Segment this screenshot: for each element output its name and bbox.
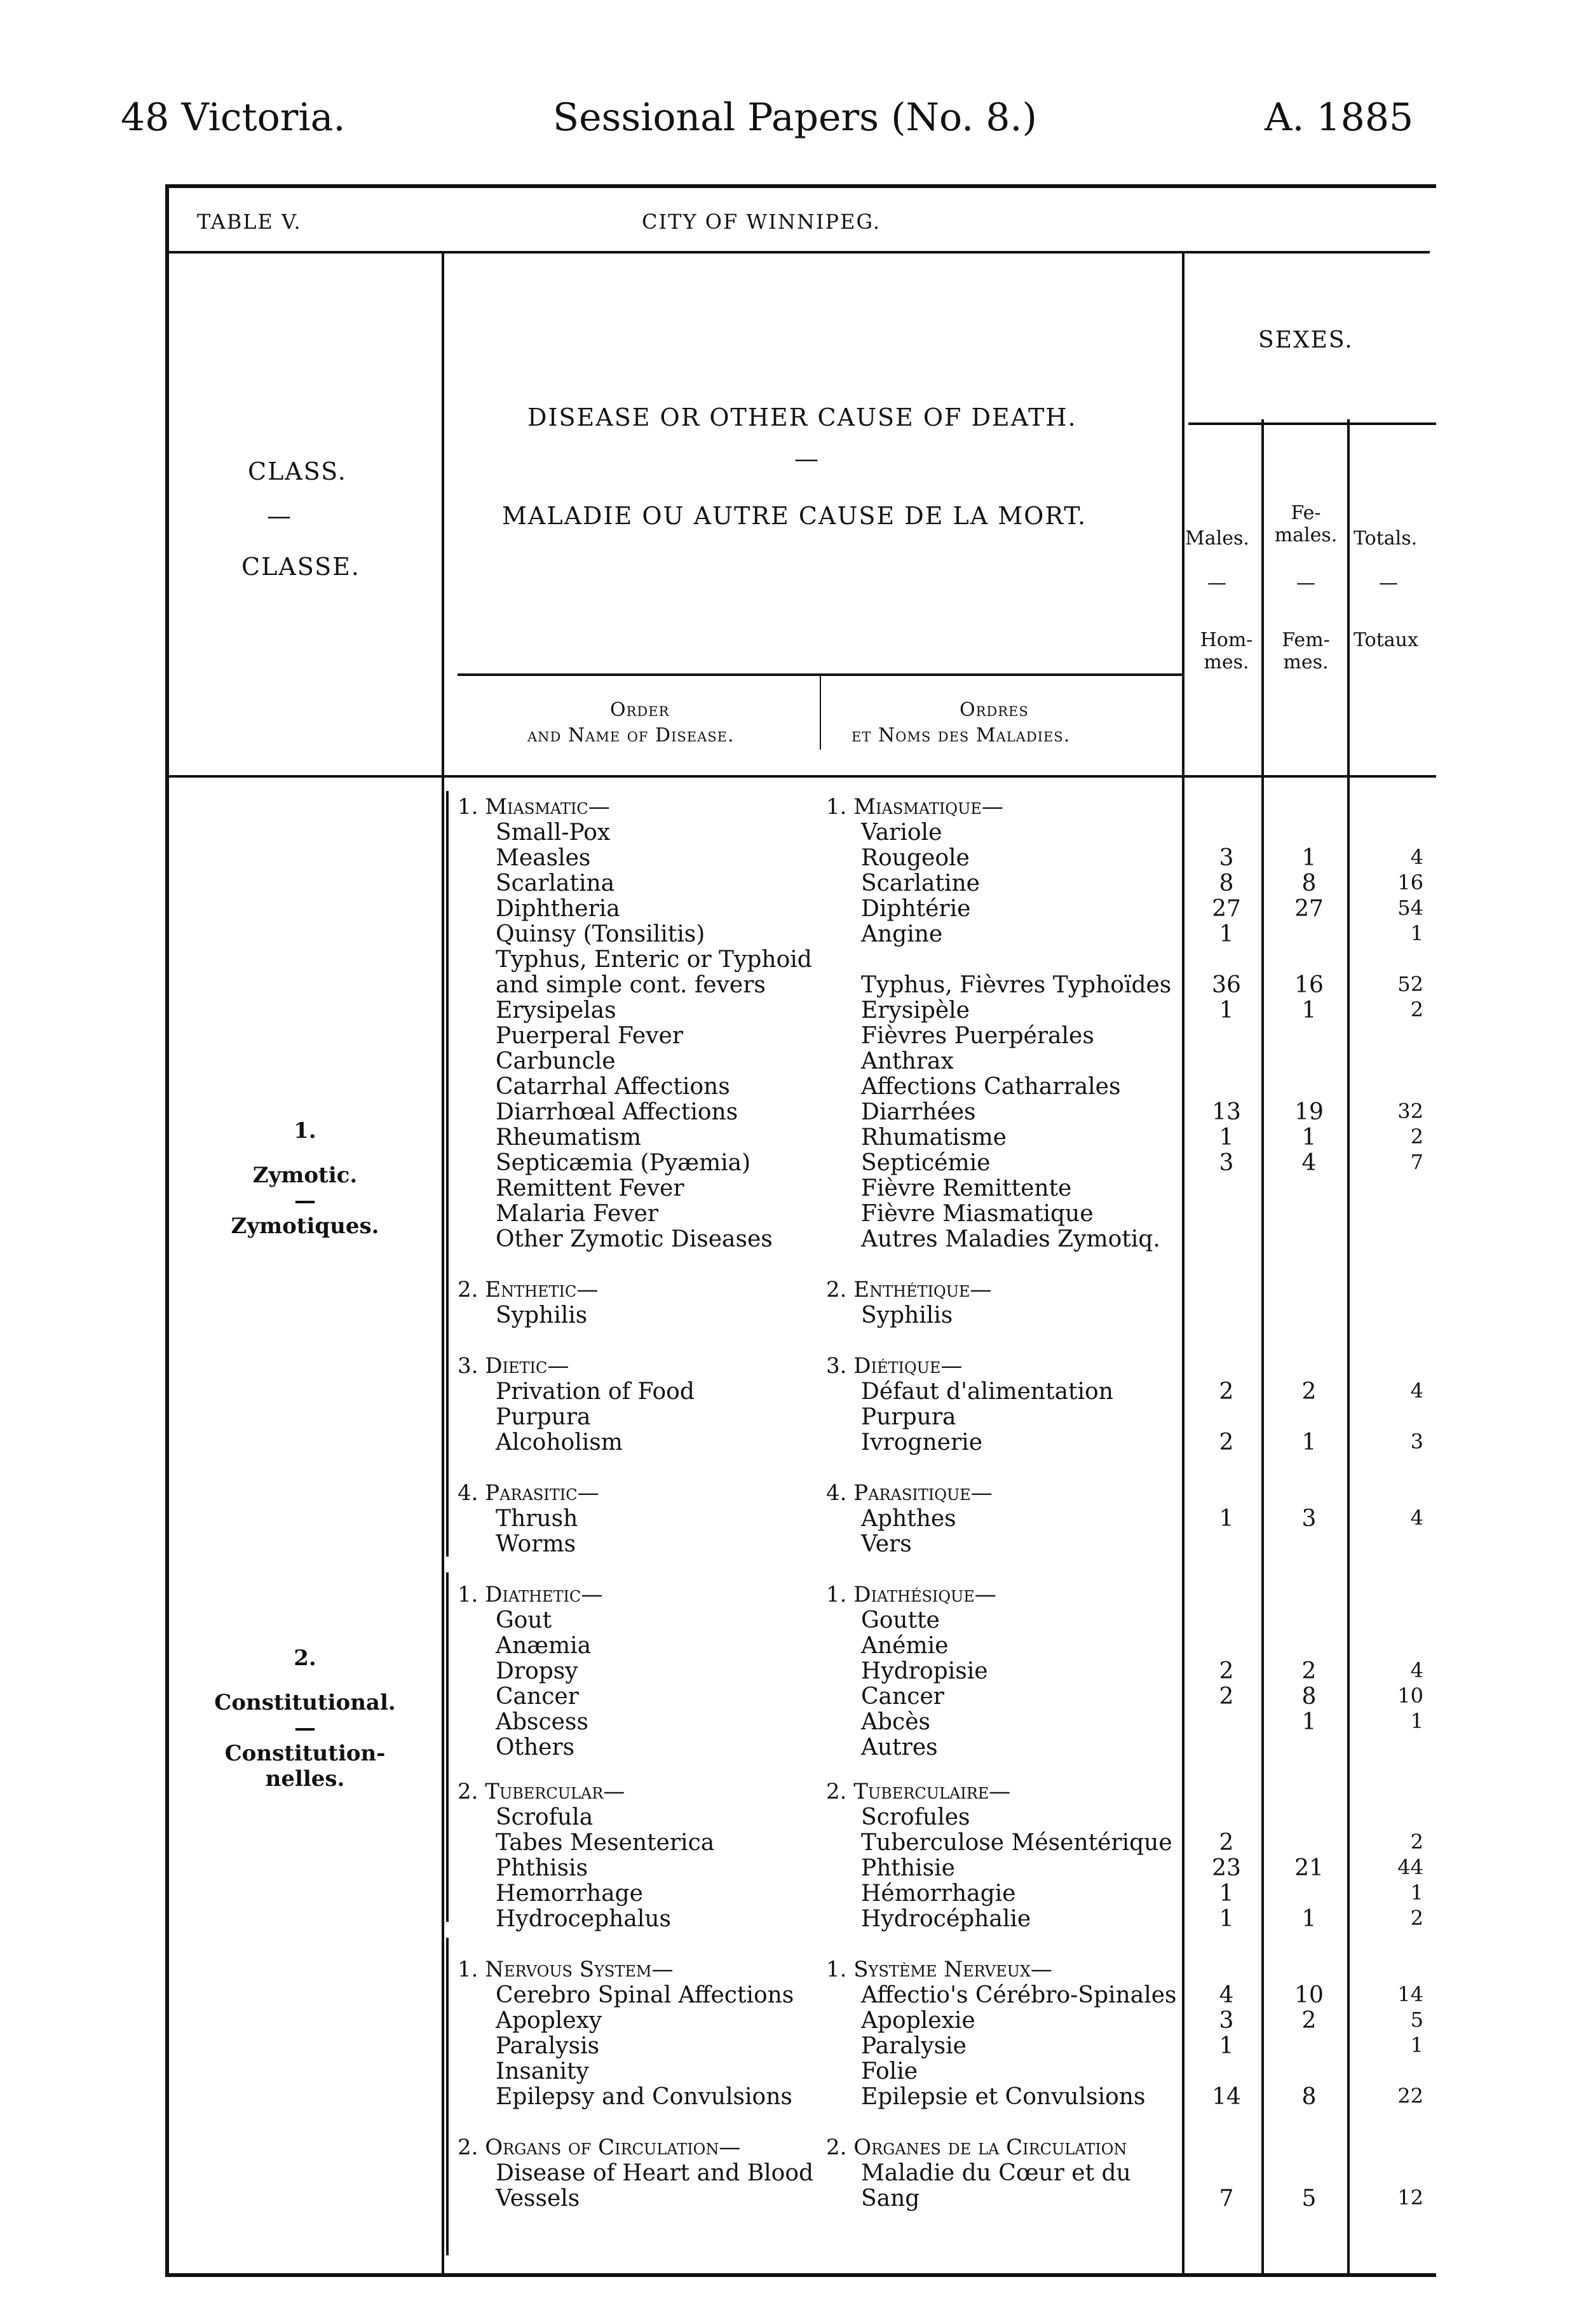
order-fr-1: Ordres [960, 699, 1029, 721]
males-value: 3 [1219, 845, 1234, 871]
order-en-2: and Name of Disease. [527, 724, 735, 747]
totals-header: Totals. [1354, 527, 1418, 550]
males-value: 1 [1219, 1506, 1234, 1532]
females-value: 10 [1294, 1982, 1324, 2008]
males-value: 1 [1219, 1125, 1234, 1151]
disease-name-fr: Affectio's Cérébro-Spinales [861, 1982, 1177, 2008]
total-value: 54 [1397, 896, 1423, 920]
total-value: 2 [1410, 1125, 1423, 1149]
total-value: 4 [1410, 1658, 1423, 1682]
class-dash: — [294, 1715, 316, 1741]
disease-name-fr: 1. Système Nerveux— [826, 1957, 1052, 1982]
total-value: 12 [1397, 2186, 1423, 2210]
totals-dash: — [1379, 572, 1398, 594]
disease-name-en: Typhus, Enteric or Typhoid [496, 947, 812, 973]
males-value: 4 [1219, 1982, 1234, 2008]
disease-name-en: Vessels [496, 2186, 580, 2212]
disease-name-fr: Autres Maladies Zymotiq. [861, 1226, 1160, 1252]
disease-name-en: Others [496, 1734, 575, 1760]
disease-name-fr: Scarlatine [861, 870, 980, 896]
total-value: 4 [1410, 1379, 1423, 1403]
total-value: 4 [1410, 1506, 1423, 1530]
males-value: 2 [1219, 1429, 1234, 1456]
disease-name-en: Rheumatism [496, 1125, 641, 1151]
order-fr-2: et Noms des Maladies. [852, 724, 1071, 747]
constitutional-brace [446, 1572, 456, 1922]
disease-name-en: Septicæmia (Pyæmia) [496, 1150, 751, 1176]
males-value: 1 [1219, 1881, 1234, 1907]
disease-name-en: Other Zymotic Diseases [496, 1226, 773, 1252]
class-zymotic [172, 1118, 438, 1239]
males-value: 2 [1219, 1684, 1234, 1710]
disease-name-fr: Purpura [861, 1404, 956, 1430]
disease-name-en: Measles [496, 845, 591, 871]
disease-name-en: Worms [496, 1531, 576, 1557]
order-en-1: Order [610, 699, 670, 721]
females-value: 8 [1301, 1684, 1317, 1710]
males-value: 7 [1219, 2186, 1234, 2212]
disease-name-en: Epilepsy and Convulsions [496, 2084, 792, 2110]
disease-name-fr: Phthisie [861, 1855, 955, 1881]
disease-name-en: Diarrhœal Affections [496, 1099, 738, 1125]
disease-name-en: Phthisis [496, 1855, 588, 1881]
females-value: 19 [1294, 1099, 1324, 1125]
males-value: 3 [1219, 1150, 1234, 1176]
class-name-en: Constitutional. [214, 1690, 396, 1715]
disease-name-en: Privation of Food [496, 1379, 695, 1405]
males-value: 13 [1212, 1099, 1241, 1125]
disease-name-en: Catarrhal Affections [496, 1074, 730, 1100]
disease-name-en: Purpura [496, 1404, 591, 1430]
page-year: A. 1885 [1265, 95, 1414, 140]
header-bottom-rule [165, 775, 1436, 778]
males-value: 3 [1219, 2008, 1234, 2034]
disease-name-en: Abscess [496, 1709, 588, 1735]
disease-name-en: 2. Tubercular— [458, 1779, 625, 1804]
disease-name-fr: Affections Catharrales [861, 1074, 1121, 1100]
disease-name-en: Tabes Mesenterica [496, 1830, 715, 1856]
disease-name-fr: Fièvre Miasmatique [861, 1201, 1094, 1227]
total-value: 14 [1397, 1982, 1423, 2006]
disease-name-fr: 2. Enthétique— [826, 1277, 992, 1302]
disease-name-fr: Septicémie [861, 1150, 991, 1176]
class-number: 1. [294, 1118, 316, 1144]
females-value: 4 [1301, 1150, 1317, 1176]
disease-name-fr: Défaut d'alimentation [861, 1379, 1113, 1405]
disease-name-en: Disease of Heart and Blood [496, 2160, 814, 2186]
disease-name-fr: Epilepsie et Convulsions [861, 2084, 1146, 2110]
disease-name-en: 2. Organs of Circulation— [458, 2135, 741, 2160]
zymotic-brace [446, 791, 456, 1557]
disease-name-en: Malaria Fever [496, 1201, 659, 1227]
table-top-rule [165, 184, 1436, 188]
table-left-rule [165, 184, 169, 2274]
disease-name-fr: Paralysie [861, 2033, 967, 2059]
females-value: 5 [1301, 2186, 1317, 2212]
class-header-en: CLASS. [248, 457, 347, 485]
disease-name-fr: 2. Organes de la Circulation [826, 2135, 1127, 2160]
total-value: 1 [1410, 1881, 1423, 1905]
disease-header-fr: MALADIE OU AUTRE CAUSE DE LA MORT. [502, 502, 1087, 530]
disease-name-en: Erysipelas [496, 997, 616, 1024]
males-value: 8 [1219, 870, 1234, 896]
females-value: 3 [1301, 1506, 1317, 1532]
disease-name-en: 3. Dietic— [458, 1353, 569, 1379]
males-value: 2 [1219, 1830, 1234, 1856]
table-city: CITY OF WINNIPEG. [642, 210, 881, 234]
disease-name-en: Anæmia [496, 1633, 592, 1659]
table-bottom-rule [165, 2273, 1436, 2277]
disease-name-fr: Syphilis [861, 1302, 953, 1328]
disease-header-en: DISEASE OR OTHER CAUSE OF DEATH. [527, 403, 1077, 431]
females-value: 21 [1294, 1855, 1324, 1881]
disease-name-fr: Hydropisie [861, 1658, 988, 1684]
disease-name-en: Paralysis [496, 2033, 600, 2059]
disease-name-fr: 3. Diétique— [826, 1353, 963, 1379]
class-name-en: Zymotic. [252, 1163, 358, 1188]
disease-name-fr: Vers [861, 1531, 912, 1557]
disease-name-fr: Apoplexie [861, 2008, 975, 2034]
disease-name-fr: 1. Diathésique— [826, 1582, 996, 1607]
disease-name-fr: Scrofules [861, 1804, 970, 1830]
local-brace [446, 1938, 456, 2255]
females-value: 27 [1294, 896, 1324, 922]
total-value: 1 [1410, 1709, 1423, 1733]
males-dash: — [1207, 572, 1226, 594]
disease-name-en: Syphilis [496, 1302, 588, 1328]
females-value: 2 [1301, 1658, 1317, 1684]
disease-name-en: Remittent Fever [496, 1175, 684, 1201]
males-value: 2 [1219, 1379, 1234, 1405]
disease-name-fr: 4. Parasitique— [826, 1480, 993, 1506]
disease-name-en: Gout [496, 1607, 552, 1633]
males-value: 1 [1219, 997, 1234, 1024]
females-header: Fe- males. [1274, 502, 1338, 546]
disease-name-fr: Maladie du Cœur et du [861, 2160, 1131, 2186]
females-value: 2 [1301, 1379, 1317, 1405]
females-value: 1 [1301, 1709, 1317, 1735]
total-value: 32 [1397, 1099, 1423, 1123]
total-value: 2 [1410, 1906, 1423, 1930]
females-value: 1 [1301, 997, 1317, 1024]
males-value: 1 [1219, 1906, 1234, 1932]
disease-header-dash: — [794, 445, 820, 473]
disease-name-en: Apoplexy [496, 2008, 602, 2034]
males-value: 1 [1219, 2033, 1234, 2059]
disease-name-en: Hydrocephalus [496, 1906, 671, 1932]
males-value: 23 [1212, 1855, 1241, 1881]
females-value: 16 [1294, 972, 1324, 998]
females-value: 1 [1301, 1429, 1317, 1456]
title-rule [165, 251, 1430, 253]
males-value: 1 [1219, 921, 1234, 947]
disease-name-fr: Typhus, Fièvres Typhoïdes [861, 972, 1172, 998]
disease-name-en: Small-Pox [496, 820, 611, 846]
class-name-fr: Constitution- nelles. [224, 1741, 386, 1792]
total-value: 4 [1410, 845, 1423, 869]
males-value: 27 [1212, 896, 1241, 922]
total-value: 3 [1410, 1429, 1423, 1454]
disease-name-en: Thrush [496, 1506, 578, 1532]
disease-name-fr: Tuberculose Mésentérique [861, 1830, 1172, 1856]
disease-name-en: Hemorrhage [496, 1881, 643, 1907]
males-value: 14 [1212, 2084, 1241, 2110]
sexes-rule [1188, 422, 1436, 425]
class-name-fr: Zymotiques. [231, 1213, 379, 1239]
females-value: 1 [1301, 845, 1317, 871]
disease-name-en: 4. Parasitic— [458, 1480, 599, 1506]
class-col-rule [442, 253, 444, 2273]
class-dash: — [294, 1188, 316, 1213]
totaux-header: Totaux [1354, 629, 1418, 651]
males-value: 2 [1219, 1658, 1234, 1684]
disease-name-en: Carbuncle [496, 1048, 616, 1074]
males-value: 36 [1212, 972, 1241, 998]
males-header: Males. [1185, 527, 1249, 550]
disease-name-fr: Angine [861, 921, 943, 947]
sexes-header: SEXES. [1258, 327, 1354, 353]
disease-name-fr: Anthrax [861, 1048, 954, 1074]
hommes-header: Hom- mes. [1200, 629, 1253, 673]
page-title: Sessional Papers (No. 8.) [553, 95, 1037, 140]
females-value: 8 [1301, 2084, 1317, 2110]
females-value: 2 [1301, 2008, 1317, 2034]
disease-name-en: Diphtheria [496, 896, 620, 922]
disease-name-en: 1. Diathetic— [458, 1582, 603, 1607]
disease-name-en: Dropsy [496, 1658, 578, 1684]
femmes-header: Fem- mes. [1282, 629, 1330, 673]
disease-name-fr: Folie [861, 2058, 918, 2084]
disease-name-fr: Diarrhées [861, 1099, 976, 1125]
disease-name-en: 2. Enthetic— [458, 1277, 599, 1302]
total-value: 44 [1397, 1855, 1423, 1879]
disease-name-fr: Fièvre Remittente [861, 1175, 1072, 1201]
disease-name-fr: Rhumatisme [861, 1125, 1007, 1151]
disease-name-en: 1. Miasmatic— [458, 794, 610, 820]
total-value: 2 [1410, 997, 1423, 1022]
females-col-rule [1347, 419, 1350, 2273]
disease-name-en: Cancer [496, 1684, 579, 1710]
order-rule [458, 673, 1182, 676]
disease-name-fr: 2. Tuberculaire— [826, 1779, 1011, 1804]
disease-name-fr: Ivrognerie [861, 1429, 983, 1456]
disease-name-fr: Fièvres Puerpérales [861, 1023, 1094, 1049]
disease-name-fr: Sang [861, 2186, 920, 2212]
disease-name-fr: Rougeole [861, 845, 970, 871]
total-value: 5 [1410, 2008, 1423, 2032]
class-number: 2. [294, 1645, 316, 1671]
disease-name-en: Insanity [496, 2058, 589, 2084]
disease-col-rule [1182, 253, 1184, 2273]
disease-name-fr: Variole [861, 820, 942, 846]
class-header-dash: — [267, 502, 292, 530]
disease-name-fr: Anémie [861, 1633, 949, 1659]
disease-name-fr: Abcès [861, 1709, 930, 1735]
disease-name-en: Cerebro Spinal Affections [496, 1982, 794, 2008]
females-value: 1 [1301, 1906, 1317, 1932]
total-value: 16 [1397, 870, 1423, 895]
total-value: 10 [1397, 1684, 1423, 1708]
disease-name-fr: 1. Miasmatique— [826, 794, 1003, 820]
disease-name-fr: Autres [861, 1734, 938, 1760]
total-value: 1 [1410, 2033, 1423, 2057]
total-value: 52 [1397, 972, 1423, 996]
disease-name-fr: Goutte [861, 1607, 940, 1633]
total-value: 1 [1410, 921, 1423, 945]
disease-name-en: Alcoholism [496, 1429, 623, 1456]
total-value: 2 [1410, 1830, 1423, 1854]
page-volume: 48 Victoria. [121, 95, 346, 140]
class-header-fr: CLASSE. [241, 553, 360, 581]
females-value: 1 [1301, 1125, 1317, 1151]
disease-name-en: Quinsy (Tonsilitis) [496, 921, 705, 947]
disease-name-en: and simple cont. fevers [496, 972, 766, 998]
disease-name-en: 1. Nervous System— [458, 1957, 674, 1982]
females-dash: — [1296, 572, 1315, 594]
total-value: 22 [1397, 2084, 1423, 2108]
disease-name-fr: Hydrocéphalie [861, 1906, 1031, 1932]
table-label: TABLE V. [197, 210, 302, 234]
en-fr-rule [820, 673, 821, 750]
disease-name-fr: Diphtérie [861, 896, 971, 922]
disease-name-fr: Cancer [861, 1684, 944, 1710]
disease-name-fr: Hémorrhagie [861, 1881, 1016, 1907]
disease-name-en: Scarlatina [496, 870, 615, 896]
disease-name-en: Puerperal Fever [496, 1023, 684, 1049]
disease-name-en: Scrofula [496, 1804, 594, 1830]
class-constitutional [172, 1645, 438, 1792]
total-value: 7 [1410, 1150, 1423, 1174]
females-value: 8 [1301, 870, 1317, 896]
disease-name-fr: Erysipèle [861, 997, 970, 1024]
disease-name-fr: Aphthes [861, 1506, 956, 1532]
